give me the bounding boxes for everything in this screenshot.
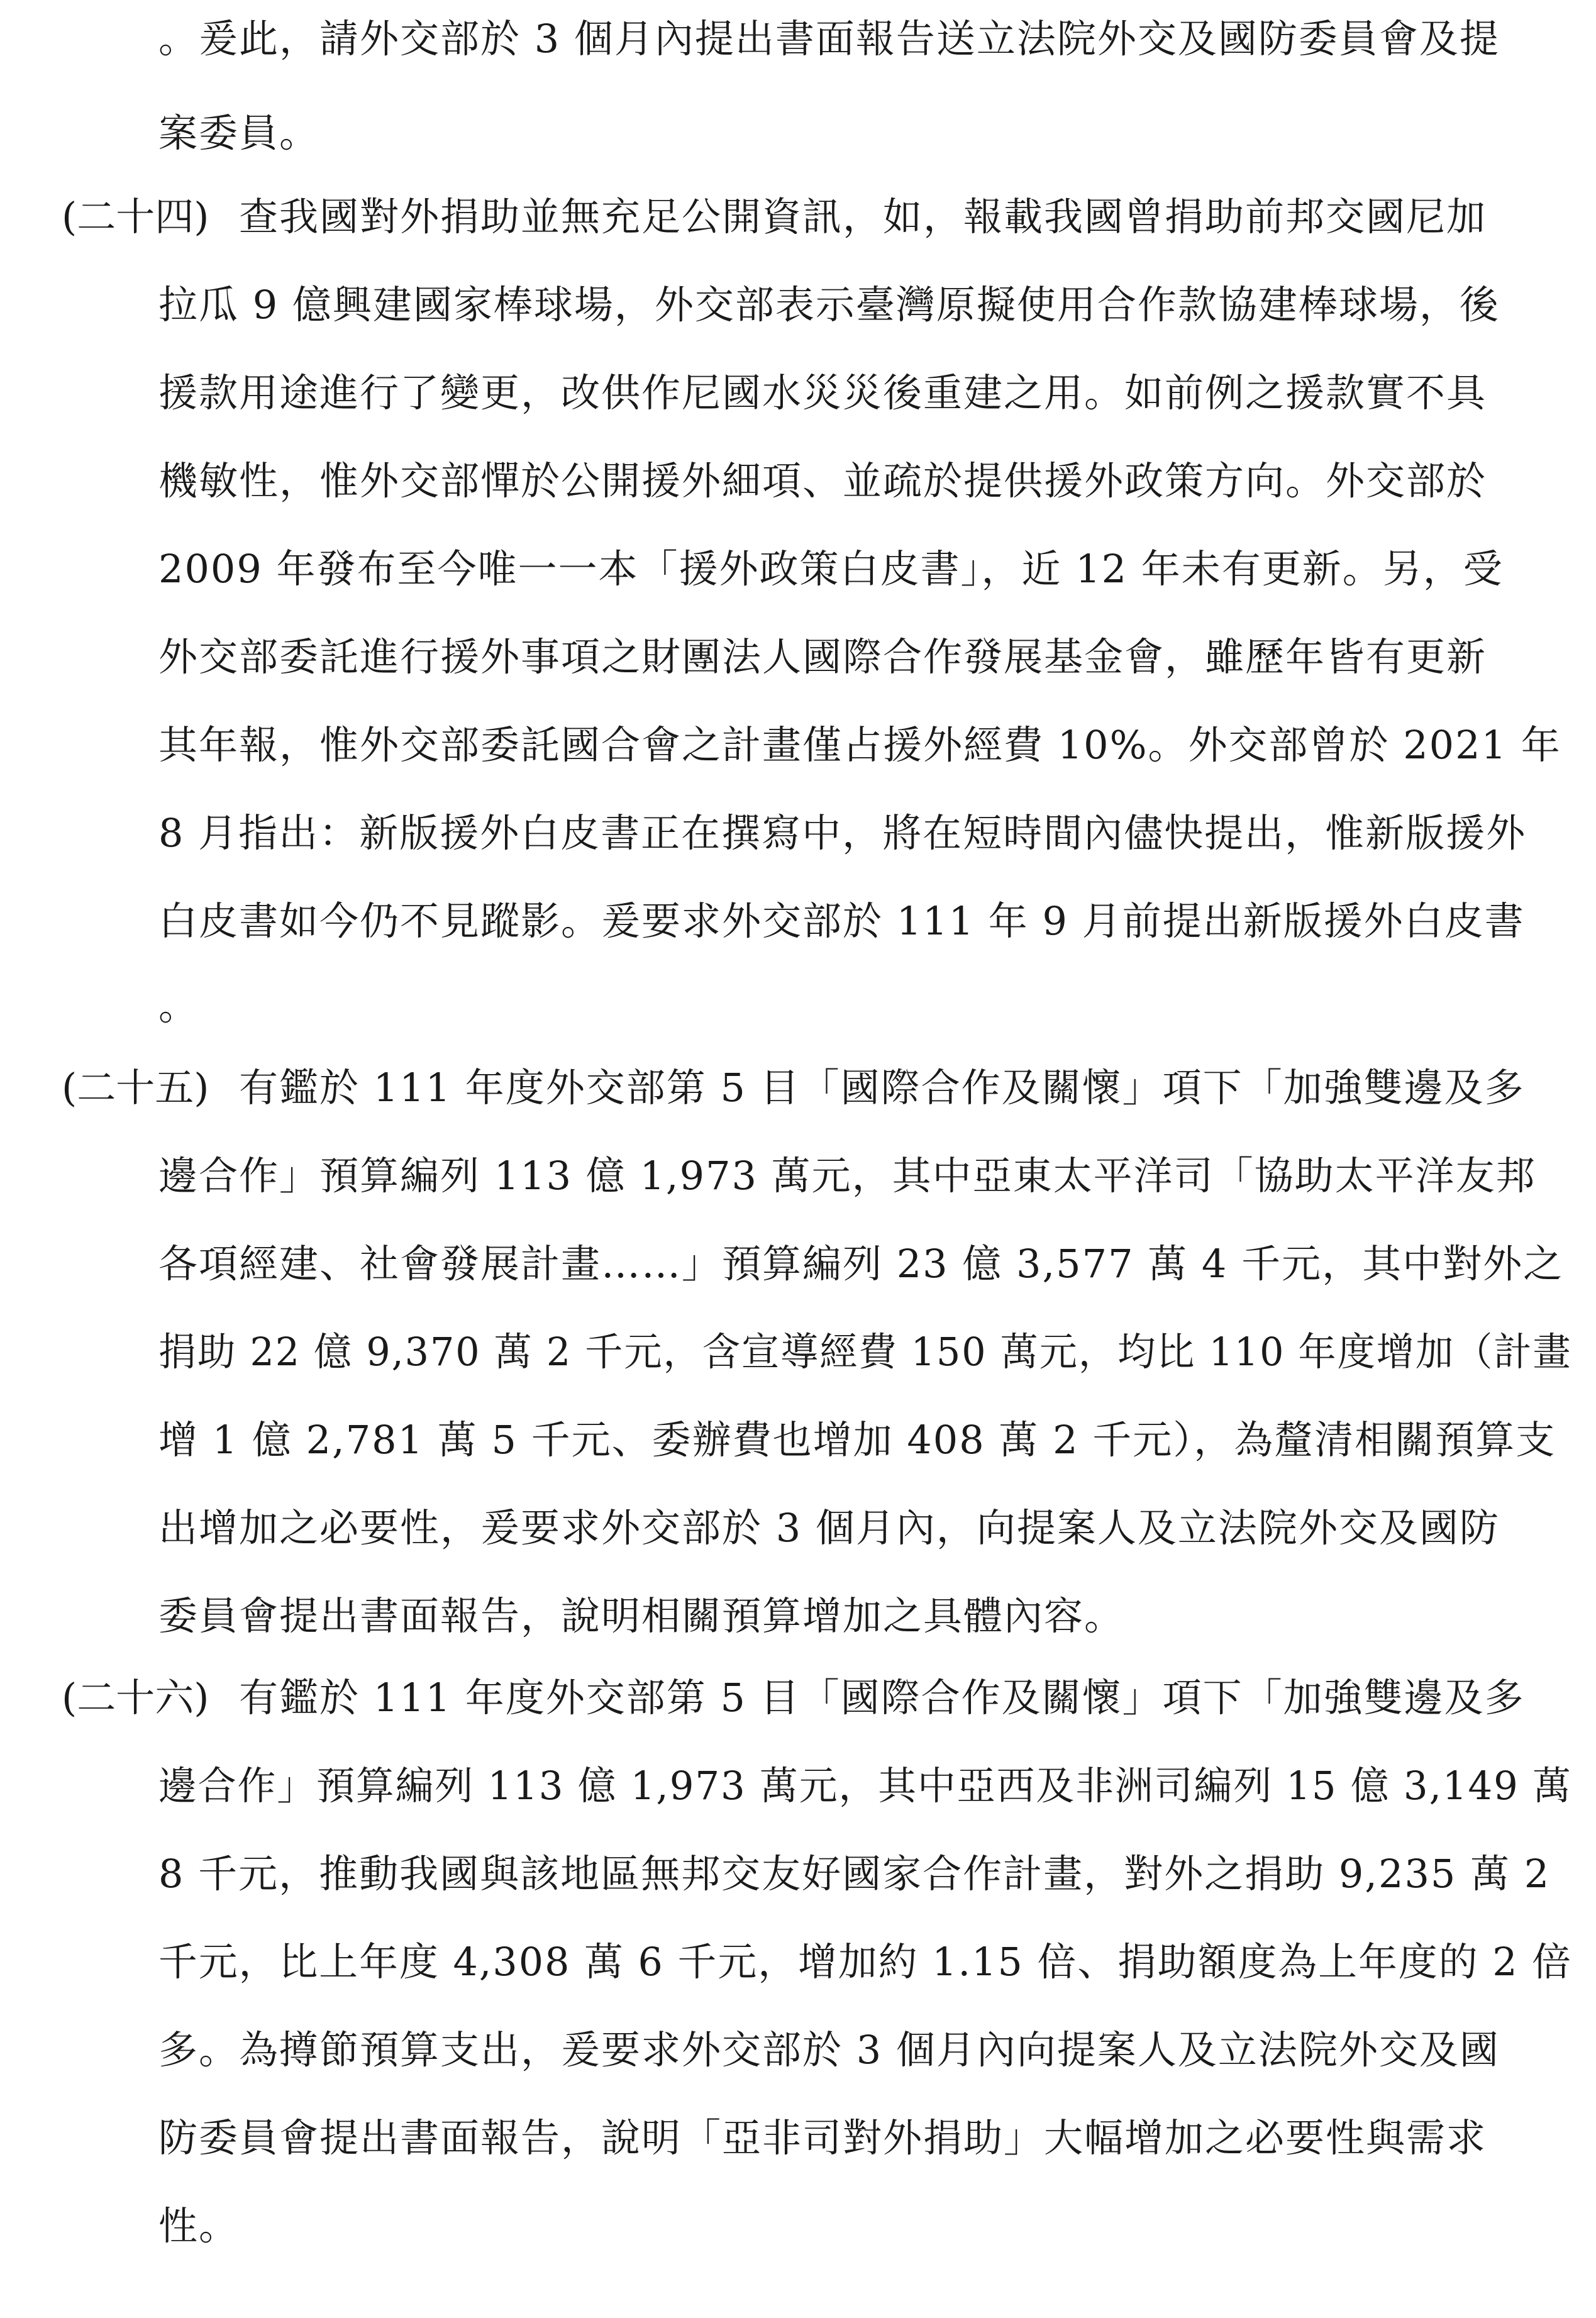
item-26-line: 邊合作」預算編列 113 億 1,973 萬元，其中亞西及非洲司編列 15 億 3,149 萬: [158, 1763, 1572, 1809]
item-26-line: 8 千元，推動我國與該地區無邦交友好國家合作計畫，對外之捐助 9,235 萬 2: [158, 1851, 1551, 1897]
item-label-26: (二十六): [62, 1675, 209, 1721]
item-26-line: 多。為撙節預算支出，爰要求外交部於 3 個月內向提案人及立法院外交及國: [158, 2027, 1500, 2073]
item-25-line: 有鑑於 111 年度外交部第 5 目「國際合作及關懷」項下「加強雙邊及多: [239, 1065, 1525, 1111]
item-24-line: 其年報，惟外交部委託國合會之計畫僅占援外經費 10%。外交部曾於 2021 年: [158, 722, 1561, 768]
item-26-line: 性。: [158, 2203, 240, 2249]
item-24-line: 白皮書如今仍不見蹤影。爰要求外交部於 111 年 9 月前提出新版援外白皮書: [158, 898, 1525, 944]
item-25-line: 增 1 億 2,781 萬 5 千元、委辦費也增加 408 萬 2 千元），為釐清相關預算支: [158, 1417, 1556, 1463]
item-25-line: 出增加之必要性，爰要求外交部於 3 個月內，向提案人及立法院外交及國防: [158, 1505, 1500, 1551]
item-24-line: 拉瓜 9 億興建國家棒球場，外交部表示臺灣原擬使用合作款協建棒球場，後: [158, 282, 1500, 328]
item-25-line: 委員會提出書面報告，說明相關預算增加之具體內容。: [158, 1593, 1125, 1639]
intro-line: 案委員。: [158, 110, 320, 156]
intro-line: 。爰此，請外交部於 3 個月內提出書面報告送立法院外交及國防委員會及提: [158, 16, 1500, 62]
item-26-line: 防委員會提出書面報告，說明「亞非司對外捐助」大幅增加之必要性與需求: [158, 2115, 1487, 2161]
item-label-25: (二十五): [62, 1065, 209, 1111]
item-25-line: 各項經建、社會發展計畫……」預算編列 23 億 3,577 萬 4 千元，其中對外之: [158, 1241, 1564, 1287]
item-25-line: 邊合作」預算編列 113 億 1,973 萬元，其中亞東太平洋司「協助太平洋友邦: [158, 1153, 1536, 1199]
item-24-line: 8 月指出：新版援外白皮書正在撰寫中，將在短時間內儘快提出，惟新版援外: [158, 810, 1527, 856]
item-25-line: 捐助 22 億 9,370 萬 2 千元，含宣導經費 150 萬元，均比 110 年度增加（計畫: [158, 1329, 1572, 1375]
item-24-line: 機敏性，惟外交部憚於公開援外細項、並疏於提供援外政策方向。外交部於: [158, 458, 1487, 504]
item-24-line: 2009 年發布至今唯一一本「援外政策白皮書」，近 12 年未有更新。另，受: [158, 546, 1504, 592]
item-24-line: 援款用途進行了變更，改供作尼國水災災後重建之用。如前例之援款實不具: [158, 370, 1487, 416]
item-24-line: 外交部委託進行援外事項之財團法人國際合作發展基金會，雖歷年皆有更新: [158, 634, 1487, 680]
item-label-24: (二十四): [62, 194, 209, 240]
item-24-line: 查我國對外捐助並無充足公開資訊，如，報載我國曾捐助前邦交國尼加: [239, 194, 1487, 240]
item-24-line: 。: [158, 983, 199, 1029]
item-26-line: 有鑑於 111 年度外交部第 5 目「國際合作及關懷」項下「加強雙邊及多: [239, 1675, 1525, 1721]
item-26-line: 千元，比上年度 4,308 萬 6 千元，增加約 1.15 倍、捐助額度為上年度的 2 倍: [158, 1939, 1573, 1985]
